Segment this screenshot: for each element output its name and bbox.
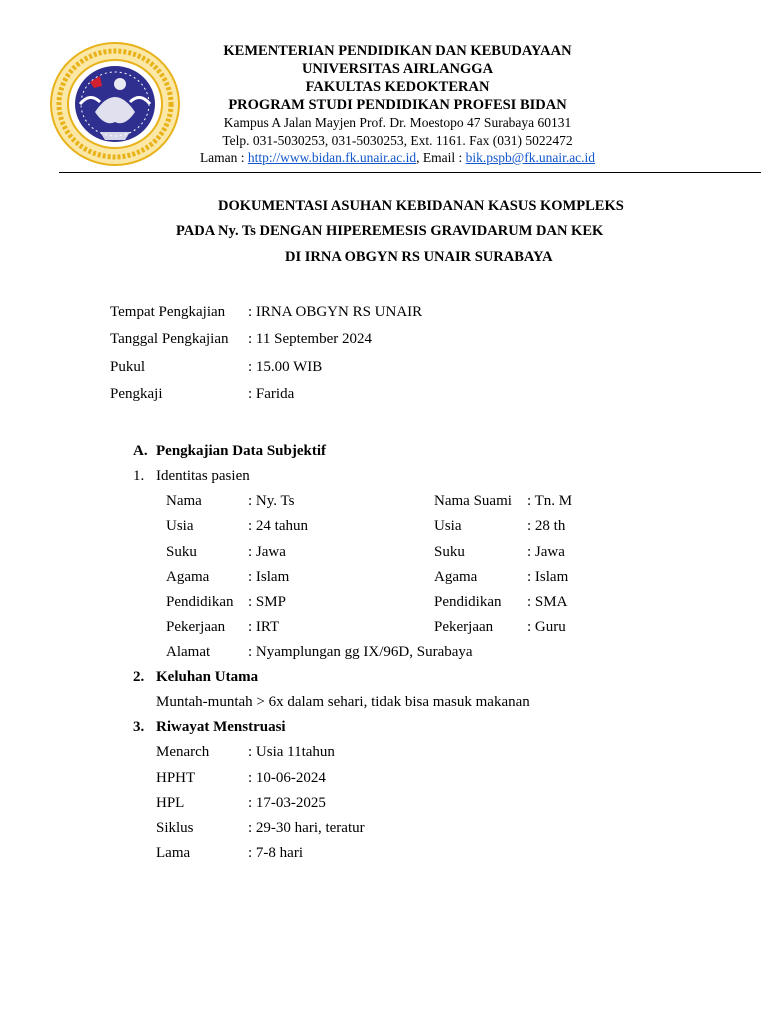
menstruasi-marker: 3. (133, 719, 145, 735)
section-a-title: Pengkajian Data Subjektif (156, 443, 327, 459)
menstruasi-title: Riwayat Menstruasi (156, 719, 286, 735)
doc-title-line3: DI IRNA OBGYN RS UNAIR SURABAYA (285, 249, 553, 265)
info-label-time: Pukul (110, 359, 146, 375)
hpl-value: : 17-03-2025 (248, 795, 326, 811)
keluhan-marker: 2. (133, 669, 145, 685)
university-seal-icon (50, 42, 180, 166)
contact-line (190, 149, 605, 167)
patient-education-value: : SMP (248, 594, 286, 610)
doc-title-line1: DOKUMENTASI ASUHAN KEBIDANAN KASUS KOMPLEKS (218, 198, 624, 214)
phone-line: Telp. 031-5030253, 031-5030253, Ext. 1161. Fax (031) 5022472 (222, 132, 573, 148)
patient-religion-label: Agama (166, 569, 210, 585)
doc-title-line2: PADA Ny. Ts DENGAN HIPEREMESIS GRAVIDARUM DAN KEK (176, 223, 604, 239)
patient-occupation-label: Pekerjaan (166, 619, 226, 635)
program-name: PROGRAM STUDI PENDIDIKAN PROFESI BIDAN (228, 97, 567, 113)
patient-age-value: : 24 tahun (248, 518, 308, 534)
website-link[interactable]: http://www.bidan.fk.unair.ac.id (247, 150, 417, 165)
identitas-marker: 1. (133, 468, 145, 484)
menarch-value: : Usia 11tahun (248, 744, 335, 760)
siklus-label: Siklus (156, 820, 194, 836)
info-value-date: : 11 September 2024 (248, 331, 373, 347)
siklus-value: : 29-30 hari, teratur (248, 820, 365, 836)
hpht-value: : 10-06-2024 (248, 770, 326, 786)
patient-occupation-value: : IRT (248, 619, 280, 635)
husband-occupation-label: Pekerjaan (434, 619, 494, 635)
email-link[interactable]: bik.pspb@fk.unair.ac.id (465, 150, 596, 165)
university-name: UNIVERSITAS AIRLANGGA (301, 61, 494, 77)
info-label-assessor: Pengkaji (110, 386, 163, 402)
menarch-label: Menarch (156, 744, 210, 760)
husband-name-label: Nama Suami (434, 493, 512, 509)
ministry-name: KEMENTERIAN PENDIDIKAN DAN KEBUDAYAAN (223, 43, 572, 59)
info-value-assessor: : Farida (248, 386, 295, 402)
section-a-marker: A. (133, 443, 148, 459)
husband-name-value: : Tn. M (527, 493, 573, 509)
patient-ethnicity-label: Suku (166, 544, 197, 560)
identitas-title: Identitas pasien (156, 468, 250, 484)
address-label: Alamat (166, 644, 211, 660)
letterhead (190, 42, 605, 167)
header-divider (59, 172, 761, 173)
email-label: , Email : (416, 150, 466, 165)
info-label-place: Tempat Pengkajian (110, 304, 226, 320)
husband-age-value: : 28 th (527, 518, 566, 534)
patient-name-label: Nama (166, 493, 202, 509)
patient-ethnicity-value: : Jawa (248, 544, 286, 560)
web-label: Laman : (199, 150, 248, 165)
patient-name-value: : Ny. Ts (248, 493, 295, 509)
husband-ethnicity-label: Suku (434, 544, 465, 560)
info-value-place: : IRNA OBGYN RS UNAIR (248, 304, 423, 320)
lama-value: : 7-8 hari (248, 845, 303, 861)
info-value-time: : 15.00 WIB (248, 359, 323, 375)
husband-religion-value: : Islam (527, 569, 569, 585)
husband-religion-label: Agama (434, 569, 478, 585)
address-value: : Nyamplungan gg IX/96D, Surabaya (248, 644, 473, 660)
patient-education-label: Pendidikan (166, 594, 234, 610)
husband-occupation-value: : Guru (527, 619, 566, 635)
info-label-date: Tanggal Pengkajian (110, 331, 229, 347)
patient-religion-value: : Islam (248, 569, 290, 585)
lama-label: Lama (156, 845, 191, 861)
keluhan-title: Keluhan Utama (156, 669, 259, 685)
faculty-name: FAKULTAS KEDOKTERAN (305, 79, 490, 95)
address-line: Kampus A Jalan Mayjen Prof. Dr. Moestopo 47 Surabaya 60131 (223, 115, 572, 130)
hpl-label: HPL (156, 795, 185, 811)
husband-ethnicity-value: : Jawa (527, 544, 565, 560)
husband-education-value: : SMA (527, 594, 568, 610)
patient-age-label: Usia (166, 518, 194, 534)
husband-age-label: Usia (434, 518, 462, 534)
husband-education-label: Pendidikan (434, 594, 502, 610)
hpht-label: HPHT (156, 770, 196, 786)
keluhan-text: Muntah-muntah > 6x dalam sehari, tidak bisa masuk makanan (156, 694, 530, 710)
